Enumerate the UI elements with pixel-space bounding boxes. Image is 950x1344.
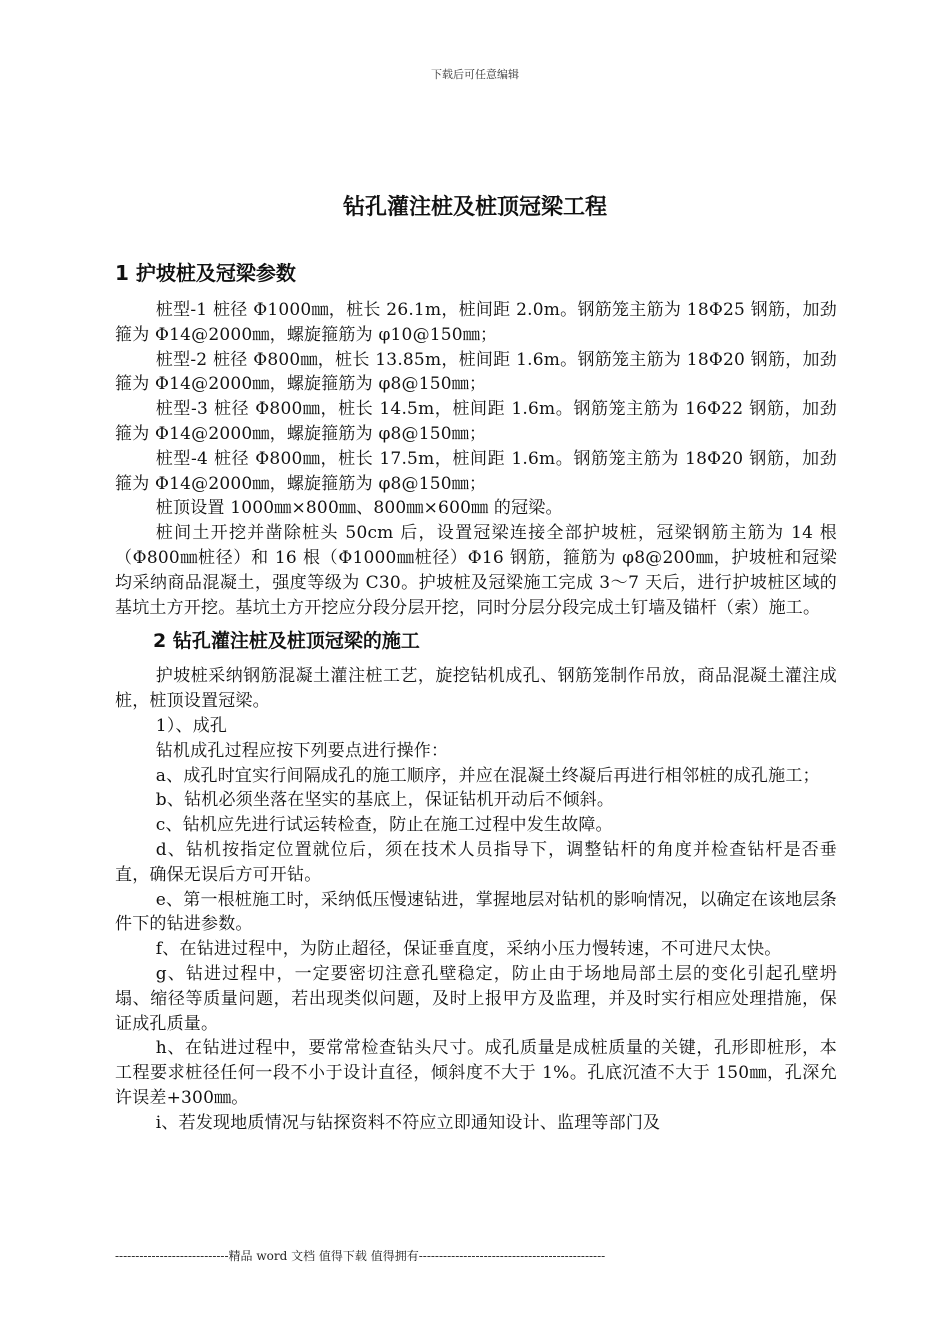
header-note: 下载后可任意编辑 [431,68,519,81]
paragraph: i、若发现地质情况与钻探资料不符应立即通知设计、监理等部门及 [155,1112,661,1133]
paragraph: 桩型-3 桩径 Φ800㎜，桩长 14.5m，桩间距 1.6m。钢筋笼主筋为 16Φ22 钢筋，加劲箍为 Φ14@2000㎜，螺旋箍筋为 φ8@150㎜； [115,399,837,444]
paragraph: e、第一根桩施工时，采纳低压慢速钻进，掌握地层对钻机的影响情况，以确定在该地层条件下的钻进参数。 [115,889,837,935]
paragraph: 桩间土开挖并凿除桩头 50cm 后，设置冠梁连接全部护坡桩，冠梁钢筋主筋为 14 根（Φ800㎜桩径）和 16 根（Φ1000㎜桩径）Φ16 钢筋，箍筋为 φ8@200㎜，护坡桩和冠梁均采纳商品混凝土，强度等级为 C30。护坡桩及冠梁施工完成 3～7 天后，进行护坡桩区域的基坑土方开挖。基坑土方开挖应分段分层开挖，同时分层分段完成土钉墙及锚杆（索）施工。 [115,523,837,618]
paragraph: c、钻机应先进行试运转检查，防止在施工过程中发生故障。 [155,815,613,836]
paragraph: d、钻机按指定位置就位后，须在技术人员指导下，调整钻杆的角度并检查钻杆是否垂直，确保无误后方可开钻。 [115,839,837,885]
footer-note: ----------------------------精品 word 文档 值得下载 值得拥有---------------------------------------------- [115,1249,606,1263]
paragraph: b、钻机必须坐落在坚实的基底上，保证钻机开动后不倾斜。 [155,790,615,811]
document-title: 钻孔灌注桩及桩顶冠梁工程 [342,195,607,220]
paragraph: 桩型-2 桩径 Φ800㎜，桩长 13.85m，桩间距 1.6m。钢筋笼主筋为 18Φ20 钢筋，加劲箍为 Φ14@2000㎜，螺旋箍筋为 φ8@150㎜； [115,349,837,395]
section-2-heading: 2 钻孔灌注桩及桩顶冠梁的施工 [153,630,420,653]
section-1-heading: 1 护坡桩及冠梁参数 [115,261,296,285]
paragraph: 1）、成孔 [155,715,228,736]
paragraph: 钻机成孔过程应按下列要点进行操作： [155,740,449,761]
paragraph: 护坡桩采纳钢筋混凝土灌注桩工艺，旋挖钻机成孔、钢筋笼制作吊放，商品混凝土灌注成桩，桩顶设置冠梁。 [115,666,837,712]
paragraph: g、钻进过程中，一定要密切注意孔壁稳定，防止由于场地局部土层的变化引起孔壁坍塌、缩径等质量问题，若出现类似问题，及时上报甲方及监理，并及时实行相应处理措施，保证成孔质量。 [115,963,837,1034]
document-body [115,258,837,1136]
paragraph: 桩型-4 桩径 Φ800㎜，桩长 17.5m，桩间距 1.6m。钢筋笼主筋为 18Φ20 钢筋，加劲箍为 Φ14@2000㎜，螺旋箍筋为 φ8@150㎜； [115,448,837,494]
paragraph: h、在钻进过程中，要常常检查钻头尺寸。成孔质量是成桩质量的关键，孔形即桩形，本工程要求桩径任何一段不小于设计直径，倾斜度不大于 1%。孔底沉渣不大于 150㎜，孔深允许误差+300㎜。 [115,1038,837,1108]
paragraph: 桩顶设置 1000㎜×800㎜、800㎜×600㎜ 的冠梁。 [155,498,563,519]
paragraph: 桩型-1 桩径 Φ1000㎜，桩长 26.1m，桩间距 2.0m。钢筋笼主筋为 18Φ25 钢筋，加劲箍为 Φ14@2000㎜，螺旋箍筋为 φ10@150㎜； [115,300,837,345]
paragraph: f、在钻进过程中，为防止超径，保证垂直度，采纳小压力慢转速，不可进尺太快。 [155,939,782,960]
paragraph: a、成孔时宜实行间隔成孔的施工顺序，并应在混凝土终凝后再进行相邻桩的成孔施工； [155,765,820,786]
